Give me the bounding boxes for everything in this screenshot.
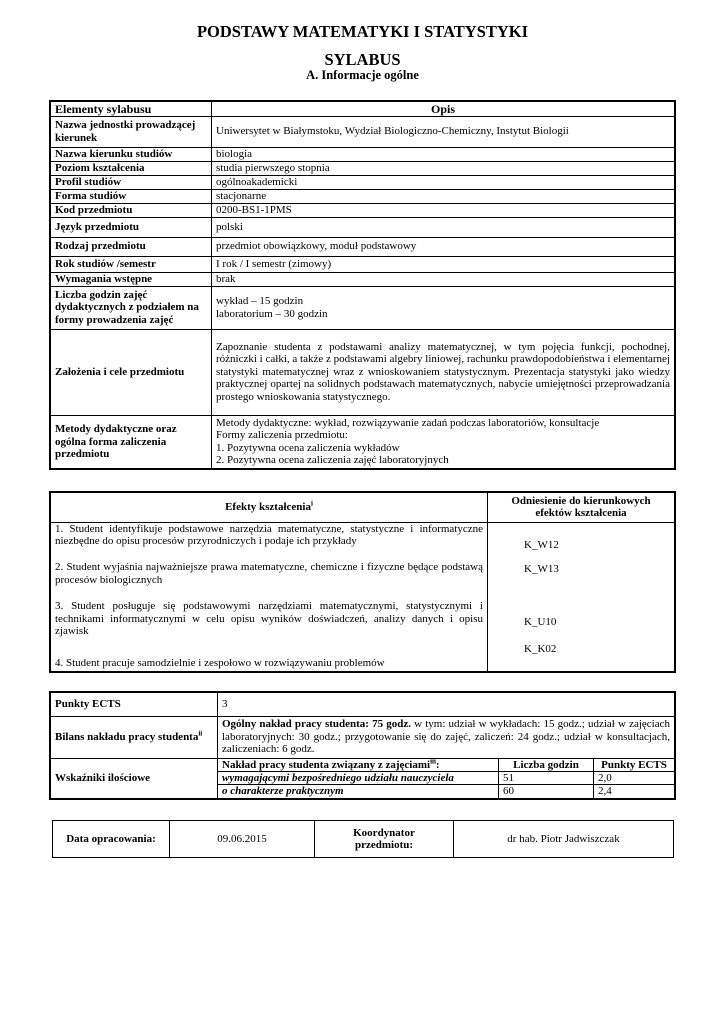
effect-code: K_W13 <box>524 562 559 575</box>
table-row <box>50 716 675 758</box>
row-value: 0200-BS1-1PMS <box>212 203 676 217</box>
balance-label: Bilans nakładu pracy studenta$^{ii}$ <box>50 716 218 758</box>
indicators-header: Nakład pracy studenta związany z zajęciami$^{iii}$: <box>218 758 499 771</box>
table-row <box>50 203 675 217</box>
indicator-hours: 60 <box>499 785 594 799</box>
date-label: Data opracowania: <box>53 821 170 858</box>
col-hours-header: Liczba godzin <box>499 758 594 771</box>
row-label: Rodzaj przedmiotu <box>50 237 212 256</box>
indicators-label: Wskaźniki ilościowe <box>50 758 218 799</box>
section-heading: A. Informacje ogólne <box>306 68 419 82</box>
col-element-header: Elementy sylabusu <box>50 101 212 116</box>
footer-table <box>52 820 674 858</box>
general-info-table <box>49 100 676 470</box>
row-value: ogólnoakademicki <box>212 175 676 189</box>
table-header-row <box>50 101 675 116</box>
table-row <box>50 116 675 147</box>
row-label: Rok studiów /semestr <box>50 256 212 272</box>
methods-line: Metody dydaktyczne: wykład, rozwiązywanie zadań podczas laboratoriów, konsultacje <box>216 416 600 429</box>
methods-line: Formy zaliczenia przedmiotu: <box>216 429 348 442</box>
table-row <box>50 692 675 716</box>
table-row <box>50 415 675 469</box>
effect-code: K_U10 <box>524 616 557 629</box>
effect-code: K_W12 <box>524 538 559 551</box>
row-value: studia pierwszego stopnia <box>212 161 676 175</box>
indicator-label: o charakterze praktycznym <box>218 785 499 799</box>
learning-effects-table <box>49 491 676 673</box>
col-effects-header: Efekty kształcenia$^i$ <box>50 492 488 522</box>
col-points-header: Punkty ECTS <box>594 758 676 771</box>
table-row <box>50 522 675 672</box>
coordinator-value: dr hab. Piotr Jadwiszczak <box>454 821 674 858</box>
ects-points-label: Punkty ECTS <box>50 692 218 716</box>
indicator-hours: 51 <box>499 771 594 784</box>
table-row <box>50 161 675 175</box>
indicator-label: wymagającymi bezpośredniego udziału nauczyciela <box>218 771 499 784</box>
row-value: przedmiot obowiązkowy, moduł podstawowy <box>212 237 676 256</box>
table-row <box>50 175 675 189</box>
row-value <box>212 286 676 329</box>
document-subtitle: SYLABUS <box>324 50 401 69</box>
hours-lecture: wykład – 15 godzin <box>216 295 304 308</box>
table-row <box>50 237 675 256</box>
effect-item: 4. Student pracuje samodzielnie i zespołowo w rozwiązywaniu problemów <box>55 657 385 670</box>
row-value: polski <box>212 217 676 237</box>
indicator-points: 2,0 <box>594 771 676 784</box>
row-label: Profil studiów <box>50 175 212 189</box>
row-value: Uniwersytet w Białymstoku, Wydział Biologiczno-Chemiczny, Instytut Biologii <box>212 116 676 147</box>
document-title: PODSTAWY MATEMATYKI I STATYSTYKI <box>196 22 529 41</box>
row-label: Założenia i cele przedmiotu <box>50 329 212 415</box>
row-value: stacjonarne <box>212 189 676 203</box>
indicator-points: 2,4 <box>594 785 676 799</box>
col-reference-header: Odniesienie do kierunkowych efektów kształcenia <box>488 492 676 522</box>
effect-item: 1. Student identyfikuje podstawowe narzędzia matematyczne, statystyczne i informatyczne niezbędne do opisu procesów przyrodniczych i podaje ich przykłady <box>55 522 483 547</box>
table-row <box>50 758 675 771</box>
row-label: Wymagania wstępne <box>50 272 212 286</box>
date-value: 09.06.2015 <box>170 821 315 858</box>
table-header-row <box>50 492 675 522</box>
effect-code: K_K02 <box>524 642 557 655</box>
row-value: Zapoznanie studenta z podstawami analizy matematycznej, w tym pojęcia funkcji, pochodnej, różniczki i całki, a także z podstawami algebry liniowej, rachunku prawdopodobieństwa i elementarnej statystyki matematycznej wraz z wnioskowaniem statystycznym. Prezentacja statystyki jako wiedzy praktycznej opartej na solidnych podstawach matematycznych, nabycie umiejętności przeprowadzania prostego wnioskowania statystycznego. <box>212 329 676 415</box>
table-row <box>50 189 675 203</box>
methods-line: 1. Pozytywna ocena zaliczenia wykładów <box>216 441 400 454</box>
table-row <box>53 821 674 858</box>
row-label: Kod przedmiotu <box>50 203 212 217</box>
row-label: Forma studiów <box>50 189 212 203</box>
table-row <box>50 272 675 286</box>
row-value: I rok / I semestr (zimowy) <box>212 256 676 272</box>
row-label: Poziom kształcenia <box>50 161 212 175</box>
table-row <box>50 329 675 415</box>
row-value: biologia <box>212 147 676 161</box>
row-label: Liczba godzin zajęć dydaktycznych z podziałem na formy prowadzenia zajęć <box>50 286 212 329</box>
ects-points-value: 3 <box>218 692 676 716</box>
effect-item: 2. Student wyjaśnia najważniejsze prawa matematyczne, chemiczne i fizyczne będące podstawą procesów biologicznych <box>55 561 483 586</box>
table-row <box>50 286 675 329</box>
row-label: Nazwa jednostki prowadzącej kierunek <box>50 116 212 147</box>
col-desc-header: Opis <box>212 101 676 116</box>
effects-list <box>50 522 488 672</box>
effects-codes <box>488 522 676 672</box>
effect-item: 3. Student posługuje się podstawowymi narzędziami matematycznymi, statystycznymi i technikami informatycznymi w celu opisu wyników doświadczeń, analizy danych i opisu zjawisk <box>55 600 483 637</box>
balance-value: Ogólny nakład pracy studenta: 75 godz. w tym: udział w wykładach: 15 godz.; udział w zajęciach laboratoryjnych: 30 godz.; przygotowanie się do zajęć, zaliczeń: 24 godz.; udział w konsultacjach, zaliczeniach: 6 godz. <box>218 716 676 758</box>
table-row <box>50 256 675 272</box>
row-label: Metody dydaktyczne oraz ogólna forma zaliczenia przedmiotu <box>50 415 212 469</box>
ects-table <box>49 691 676 800</box>
row-value <box>212 415 676 469</box>
methods-line: 2. Pozytywna ocena zaliczenia zajęć laboratoryjnych <box>216 454 449 467</box>
coordinator-label: Koordynator przedmiotu: <box>315 821 454 858</box>
table-row <box>50 217 675 237</box>
row-label: Nazwa kierunku studiów <box>50 147 212 161</box>
row-value: brak <box>212 272 676 286</box>
row-label: Język przedmiotu <box>50 217 212 237</box>
table-row <box>50 147 675 161</box>
hours-lab: laboratorium – 30 godzin <box>216 307 328 320</box>
